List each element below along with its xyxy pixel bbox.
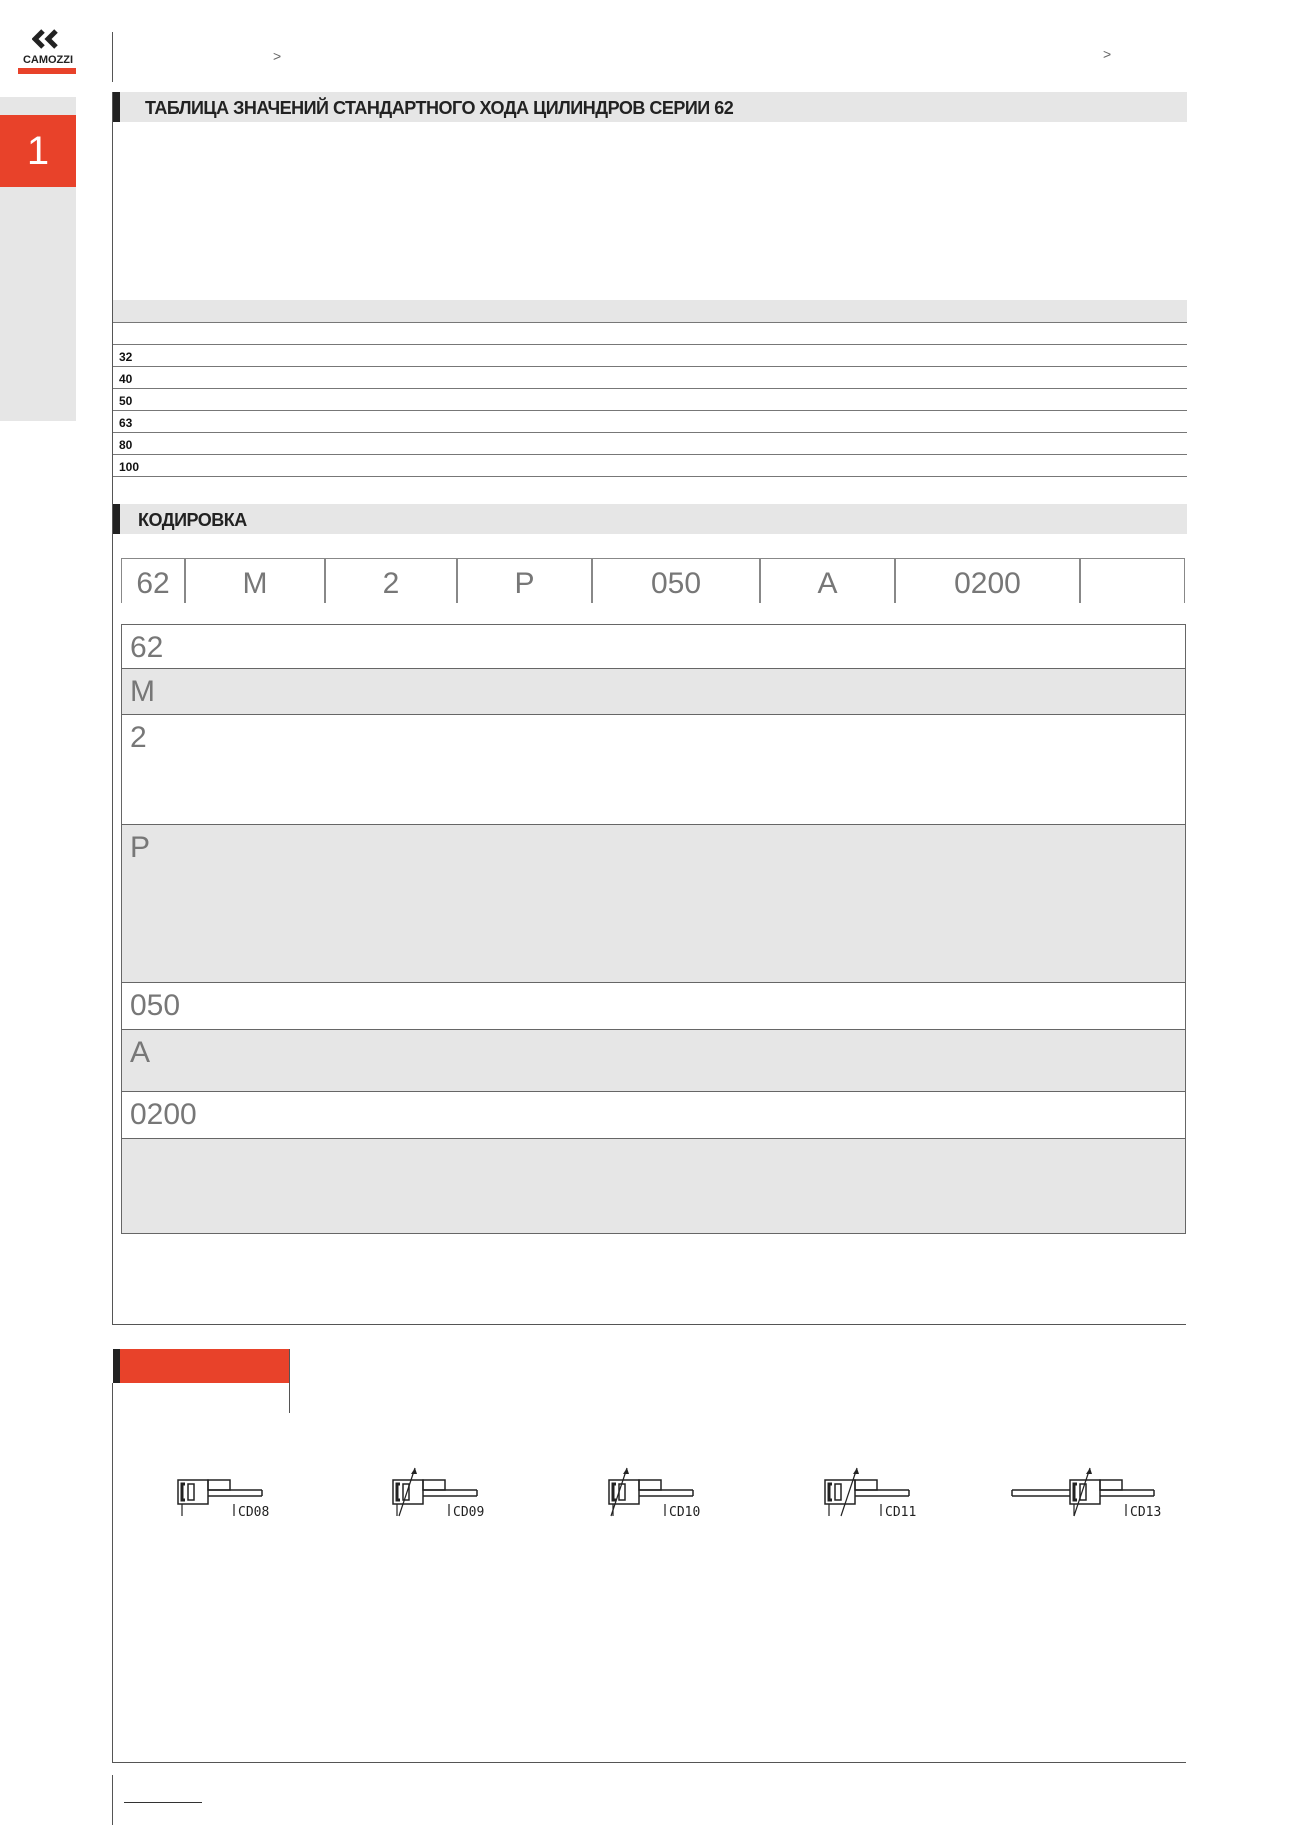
bore-cell: 40: [119, 372, 133, 386]
header-stripe: [113, 504, 120, 534]
stroke-table-column-header: [113, 300, 1187, 322]
stroke-table-title: ТАБЛИЦА ЗНАЧЕНИЙ СТАНДАРТНОГО ХОДА ЦИЛИНДРОВ СЕРИИ 62: [145, 98, 734, 118]
options-header-rule: [289, 1349, 290, 1413]
header-divider: [112, 32, 113, 82]
coding-header: [113, 504, 1187, 534]
coding-strip: [121, 558, 1185, 603]
camozzi-logo-icon: [32, 28, 64, 54]
code-value: A: [817, 567, 838, 600]
code-value: M: [242, 567, 268, 600]
table-row: [113, 389, 1187, 411]
breadcrumb-separator: >: [1103, 46, 1112, 62]
table-row: [122, 715, 1185, 825]
options-header: [113, 1349, 289, 1383]
breadcrumb-separator: >: [273, 48, 282, 64]
code-cell: [760, 559, 895, 603]
footer-divider: [112, 1775, 113, 1825]
table-row: [122, 1092, 1185, 1139]
content-frame-left: [112, 92, 113, 1325]
bore-cell: 100: [119, 460, 140, 474]
table-row: [113, 411, 1187, 433]
bore-cell: 63: [119, 416, 133, 430]
footer-rule: [124, 1802, 202, 1803]
table-row: [113, 455, 1187, 477]
code-cell: [1080, 559, 1185, 603]
table-row: [122, 1139, 1185, 1233]
table-row: [122, 669, 1185, 715]
code-cell: [457, 559, 592, 603]
code-key: P: [130, 831, 151, 864]
brand-logo: [18, 28, 78, 76]
symbol-label: CD09: [453, 1505, 485, 1520]
bore-cell: 50: [119, 394, 133, 408]
header-stripe: [113, 1349, 120, 1383]
code-value: 050: [650, 567, 702, 600]
code-cell: [325, 559, 457, 603]
cylinder-through-rod-icon: [1010, 1460, 1180, 1530]
brand-bar: [18, 68, 76, 74]
table-row: [122, 625, 1185, 669]
code-key: M: [130, 675, 155, 708]
table-row: [113, 367, 1187, 389]
cylinder-symbol-icon: [170, 1460, 290, 1530]
section-tab-number: 1: [26, 128, 50, 173]
section-tab[interactable]: [0, 115, 76, 187]
table-row: [113, 433, 1187, 455]
table-row: [122, 1030, 1185, 1092]
table-rule: [113, 322, 1187, 323]
symbol-label: CD10: [669, 1505, 701, 1520]
cylinder-adjustable-both-icon: [817, 1460, 937, 1530]
header-stripe: [113, 92, 120, 122]
options-frame-left: [112, 1383, 113, 1763]
coding-explanation-table: [121, 624, 1186, 1234]
code-key: 2: [130, 721, 147, 754]
code-key: A: [130, 1036, 151, 1069]
code-cell: [121, 559, 185, 603]
coding-title: КОДИРОВКА: [138, 510, 247, 530]
brand-name: CAMOZZI: [22, 54, 74, 66]
code-value: 62: [136, 567, 170, 600]
cylinder-double-adjustable-icon: [601, 1460, 721, 1530]
code-value: 0200: [954, 567, 1021, 600]
cylinder-adjustable-cushion-icon: [385, 1460, 505, 1530]
stroke-table-header: [113, 92, 1187, 122]
symbol-label: CD08: [238, 1505, 270, 1520]
code-key: 62: [130, 631, 164, 664]
code-key: 050: [130, 989, 181, 1022]
content-frame-bottom: [112, 1324, 1186, 1325]
code-value: 2: [382, 567, 400, 600]
code-cell: [592, 559, 760, 603]
table-row: [122, 983, 1185, 1030]
table-row: [113, 345, 1187, 367]
bore-cell: 32: [119, 350, 133, 364]
options-frame-bottom: [112, 1762, 1186, 1763]
table-row: [122, 825, 1185, 983]
bore-cell: 80: [119, 438, 133, 452]
code-key: 0200: [130, 1098, 197, 1131]
code-cell: [895, 559, 1080, 603]
symbol-label: CD11: [885, 1505, 917, 1520]
code-value: P: [514, 567, 535, 600]
symbol-label: CD13: [1130, 1505, 1162, 1520]
code-cell: [185, 559, 325, 603]
